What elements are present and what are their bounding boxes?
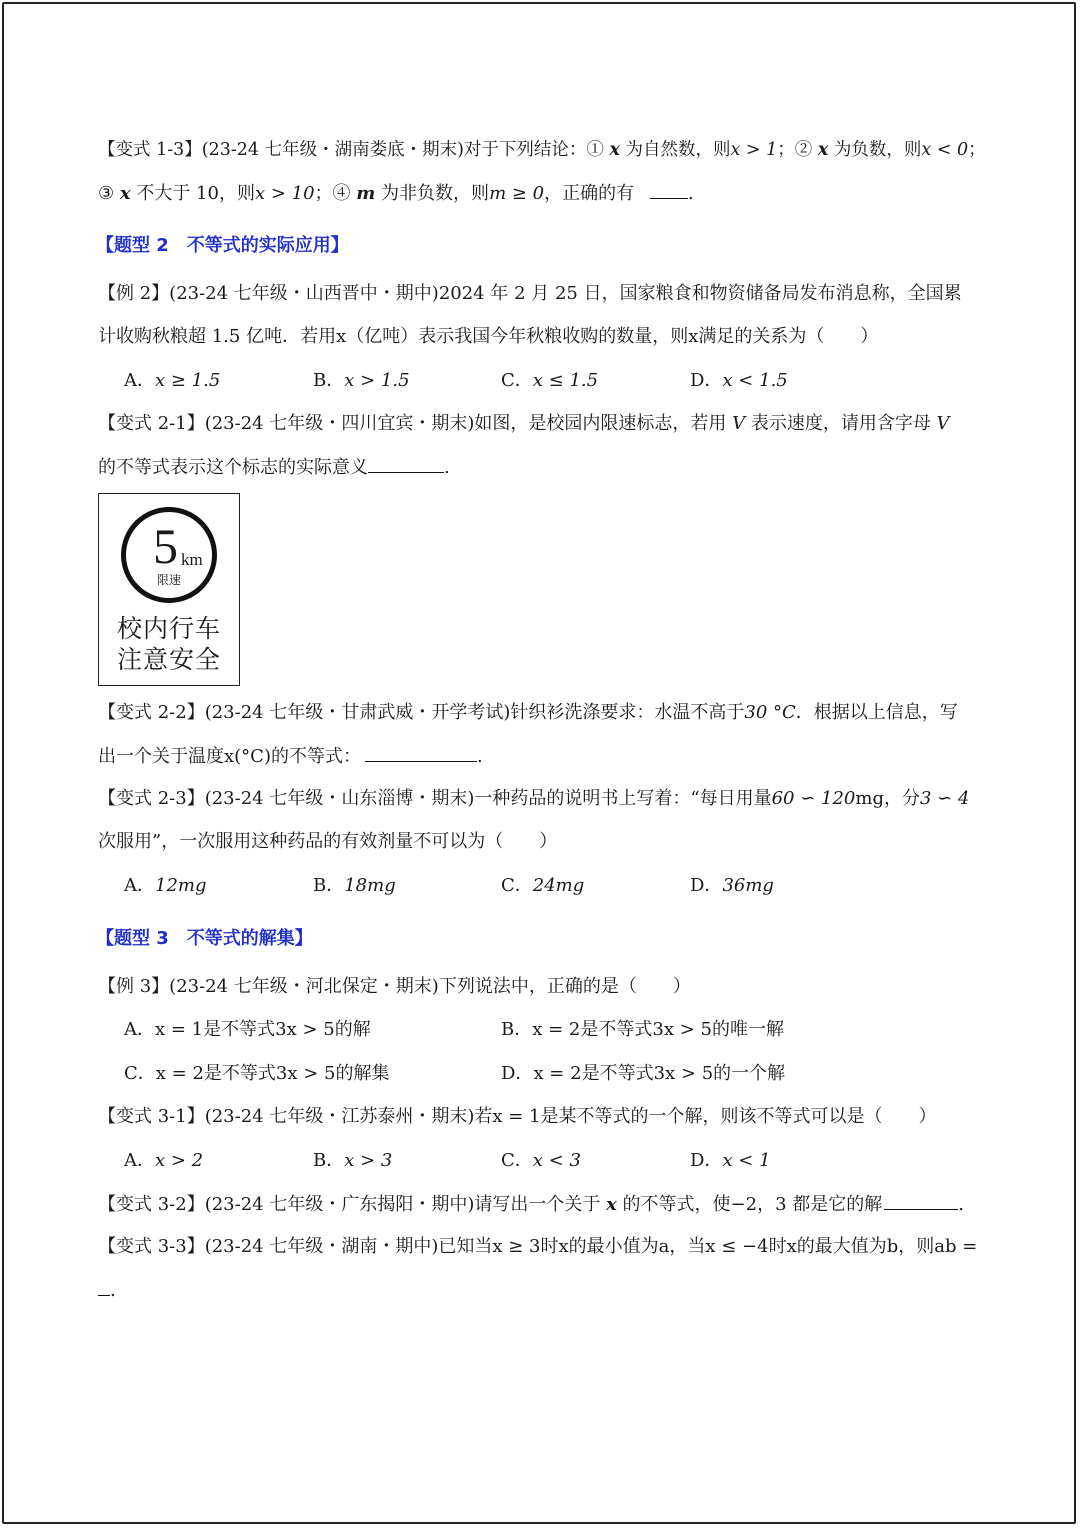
option-d: D．x < 1.5 xyxy=(690,370,788,391)
sign-text-line-1: 校内行车 xyxy=(116,614,221,643)
speed-limit-unit: km xyxy=(181,550,203,569)
question-3-3-line-2: . xyxy=(98,1277,116,1304)
question-3-1-line-1: 【变式 3-1】(23-24 七年级・江苏泰州・期末)若x = 1是某不等式的一个解，则该不等式可以是（ ） xyxy=(98,1106,937,1127)
example-2-line-2: 计收购秋粮超 1.5 亿吨．若用x（亿吨）表示我国今年秋粮收购的数量，则x满足的关系为（ ） xyxy=(98,326,879,347)
question-2-1-line-2: 的不等式表示这个标志的实际意义 . xyxy=(98,454,450,481)
option-d: D．x = 2是不等式3x > 5的一个解 xyxy=(501,1063,786,1084)
option-a: A．12mg xyxy=(124,875,207,896)
sign-text-line-2: 注意安全 xyxy=(116,645,221,674)
section-heading-2: 【题型 2 不等式的实际应用】 xyxy=(96,235,349,256)
answer-blank[interactable] xyxy=(98,1277,110,1296)
speed-limit-ring xyxy=(121,507,217,603)
section-heading-3: 【题型 3 不等式的解集】 xyxy=(96,928,313,949)
example-2-line-1: 【例 2】(23-24 七年级・山西晋中・期中)2024 年 2 月 25 日，国家粮食和物资储备局发布消息称，全国累 xyxy=(98,283,962,304)
option-c: C．x = 2是不等式3x > 5的解集 xyxy=(124,1063,390,1084)
option-c: C．x ≤ 1.5 xyxy=(501,370,599,391)
question-2-3-line-2: 次服用”，一次服用这种药品的有效剂量不可以为（ ） xyxy=(98,831,558,852)
option-b: B．x > 3 xyxy=(313,1150,393,1171)
question-2-2-line-1: 【变式 2-2】(23-24 七年级・甘肃武威・开学考试)针织衫洗涤要求：水温不高于30 °C．根据以上信息，写 xyxy=(98,702,958,723)
question-2-1-line-1: 【变式 2-1】(23-24 七年级・四川宜宾・期末)如图，是校园内限速标志，若用 V 表示速度，请用含字母 V xyxy=(98,413,950,434)
option-c: C．x < 3 xyxy=(501,1150,581,1171)
option-a: A．x > 2 xyxy=(124,1150,204,1171)
option-a: A．x = 1是不等式3x > 5的解 xyxy=(124,1019,371,1040)
option-b: B．18mg xyxy=(313,875,396,896)
question-3-2-line-1: 【变式 3-2】(23-24 七年级・广东揭阳・期中)请写出一个关于 x 的不等式，使−2，3 都是它的解 . xyxy=(98,1191,964,1218)
speed-limit-sign xyxy=(98,493,240,686)
question-1-3-line-2: ③ x 不大于 10，则x > 10；④ m 为非负数，则m ≥ 0，正确的有 . xyxy=(98,180,694,207)
answer-blank[interactable] xyxy=(650,180,688,199)
question-2-2-line-2: 出一个关于温度x(°C)的不等式： . xyxy=(98,743,483,770)
option-c: C．24mg xyxy=(501,875,585,896)
option-d: D．x < 1 xyxy=(690,1150,771,1171)
answer-blank[interactable] xyxy=(884,1191,958,1210)
question-2-3-line-1: 【变式 2-3】(23-24 七年级・山东淄博・期末)一种药品的说明书上写着：“每日用量60 ∽ 120mg，分3 ∽ 4 xyxy=(98,788,970,809)
option-d: D．36mg xyxy=(690,875,774,896)
option-b: B．x > 1.5 xyxy=(313,370,410,391)
option-a: A．x ≥ 1.5 xyxy=(124,370,221,391)
answer-blank[interactable] xyxy=(368,454,444,473)
speed-limit-caption: 限速 xyxy=(157,573,182,587)
speed-limit-number: 5 xyxy=(153,518,178,574)
answer-blank[interactable] xyxy=(365,743,477,762)
example-3-line-1: 【例 3】(23-24 七年级・河北保定・期末)下列说法中，正确的是（ ） xyxy=(98,976,691,997)
question-1-3-line-1: 【变式 1-3】(23-24 七年级・湖南娄底・期末)对于下列结论：① x 为自然数，则x > 1；② x 为负数，则x < 0； xyxy=(98,140,986,160)
option-b: B．x = 2是不等式3x > 5的唯一解 xyxy=(501,1019,784,1040)
question-3-3-line-1: 【变式 3-3】(23-24 七年级・湖南・期中)已知当x ≥ 3时x的最小值为a，当x ≤ −4时x的最大值为b，则ab = xyxy=(98,1236,978,1257)
